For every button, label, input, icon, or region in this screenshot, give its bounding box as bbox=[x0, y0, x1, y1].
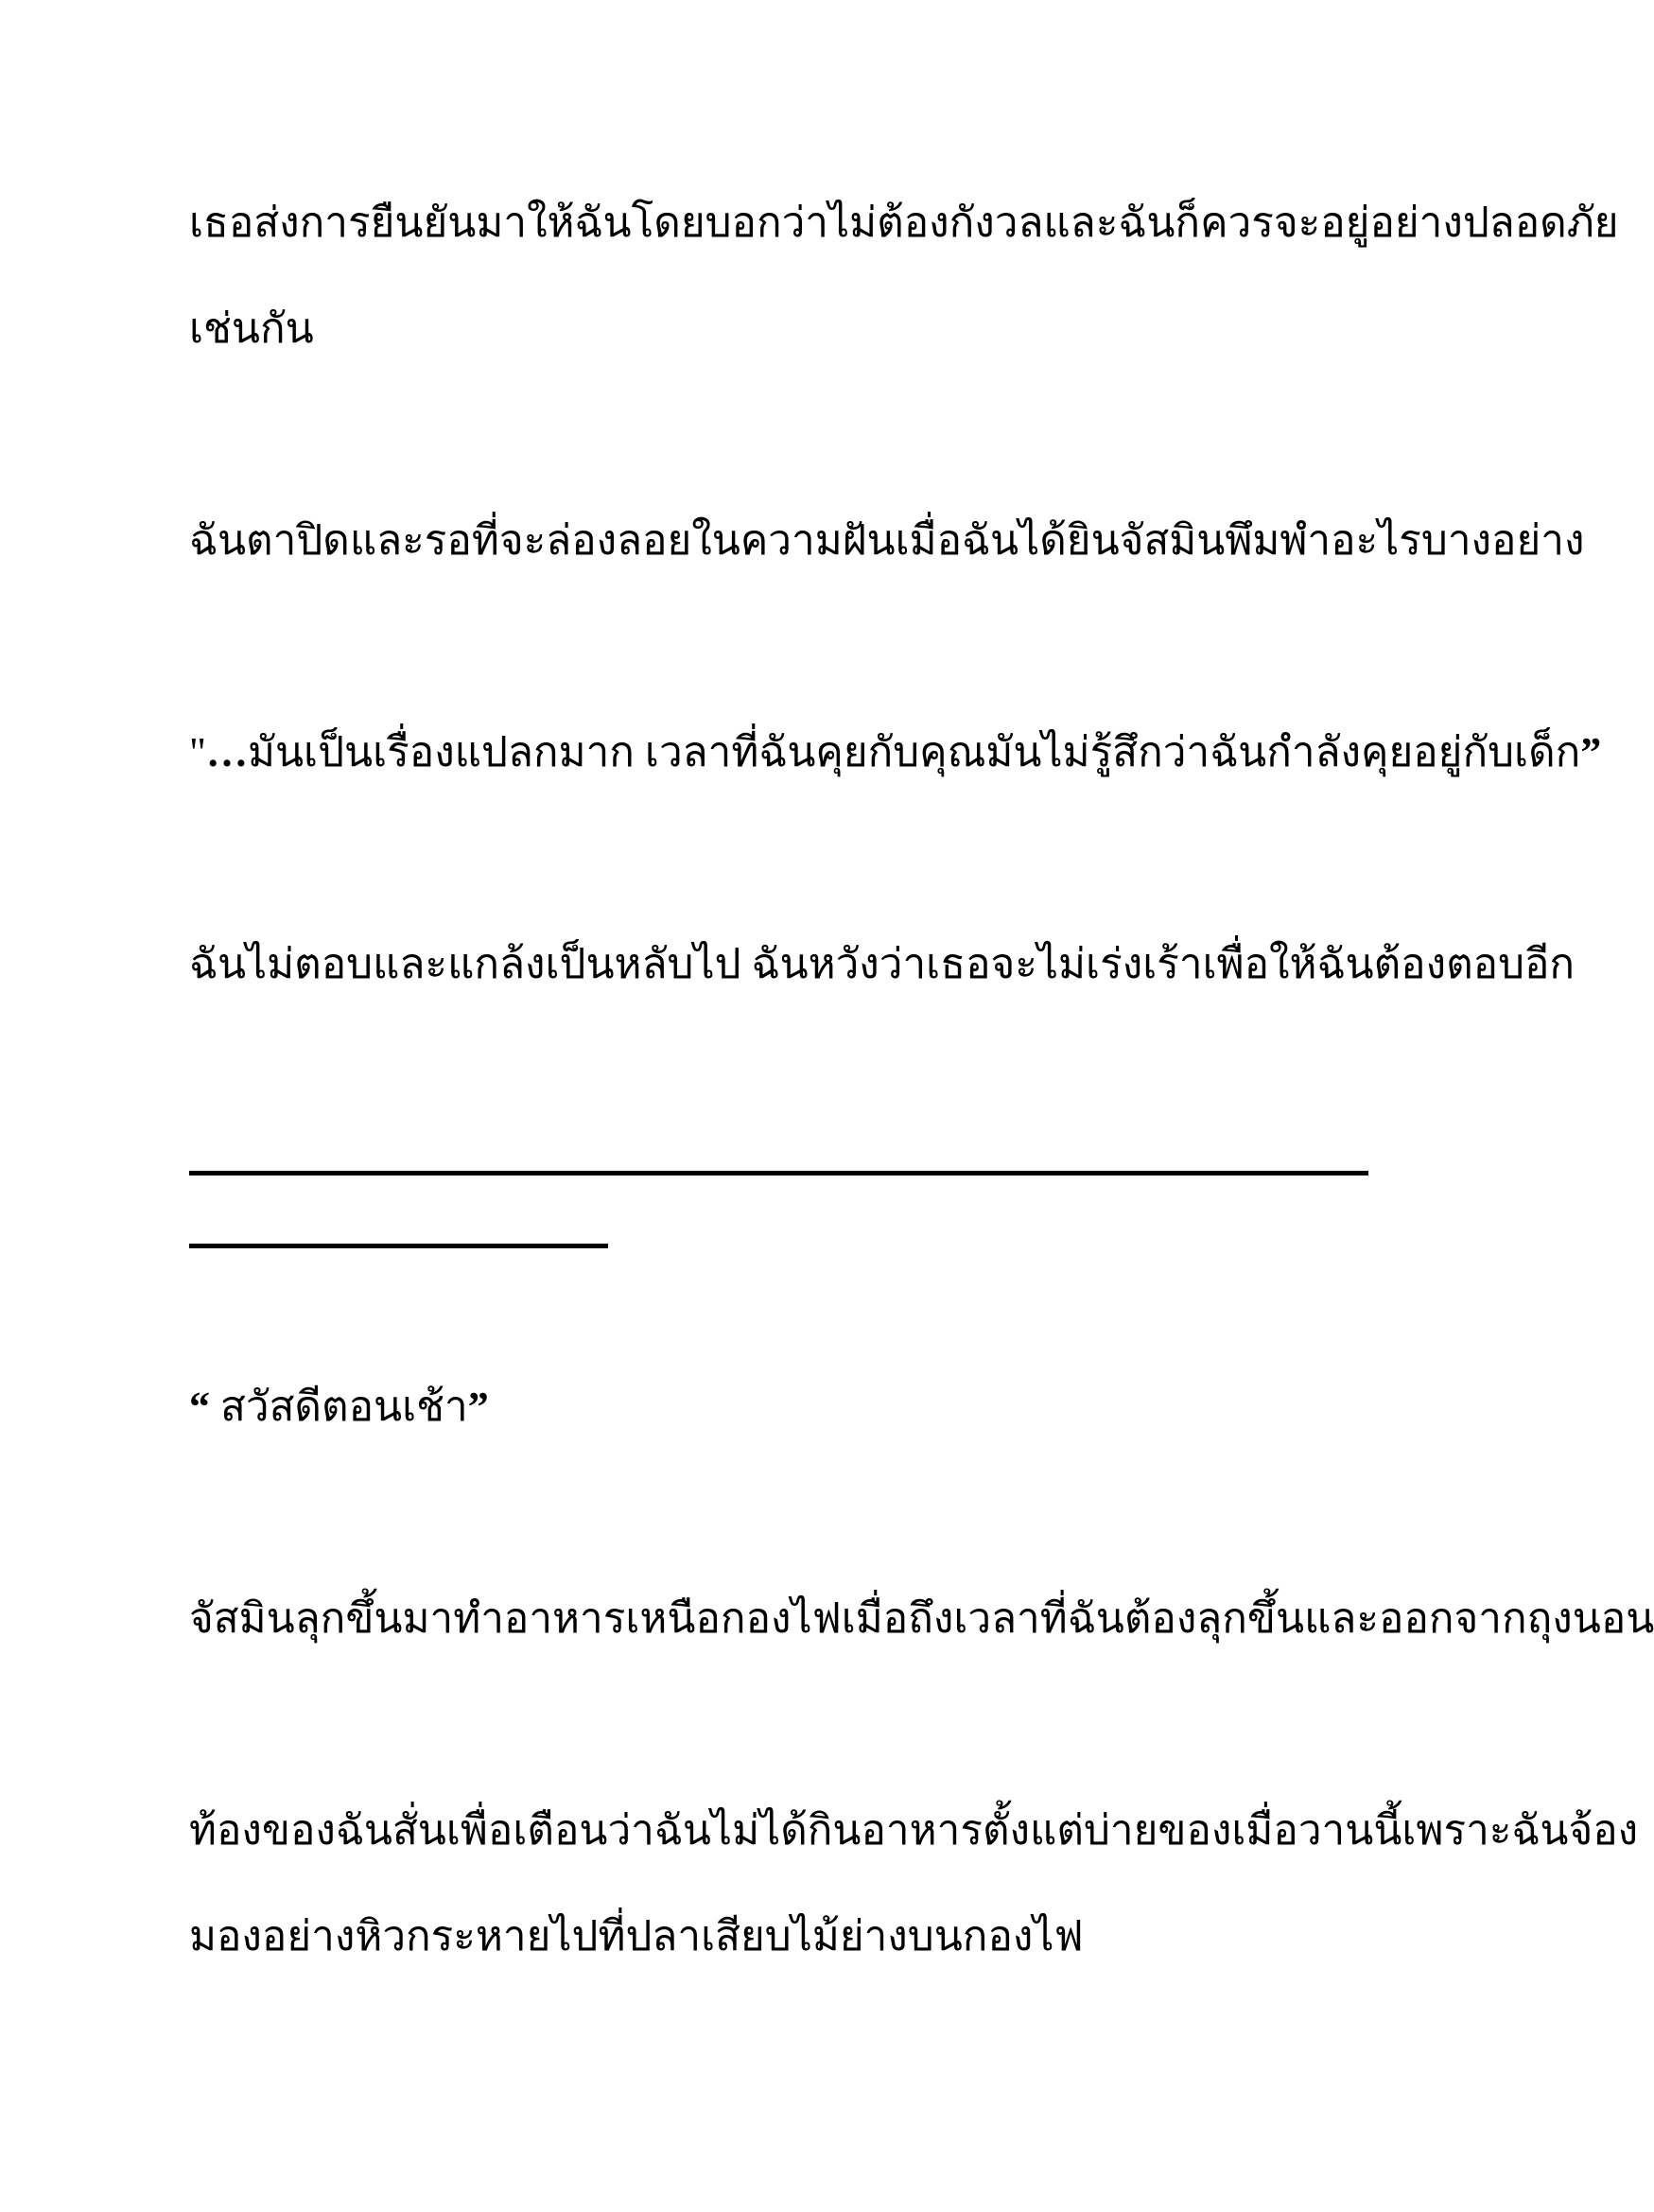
paragraph-5-dialogue bbox=[189, 1354, 1375, 1460]
dialogue-text: มันเป็นเรื่องแปลกมาก เวลาที่ฉันคุยกับคุณมันไม่รู้สึกว่าฉันกำลังคุยอยู่กับเด็ก bbox=[247, 729, 1581, 775]
paragraph-7-line-2: มองอย่างหิวกระหายไปที่ปลาเสียบไม้ย่างบนกองไฟ bbox=[189, 1913, 1084, 1959]
ellipsis: … bbox=[205, 729, 248, 775]
paragraph-4-line-1: ฉันไม่ตอบและแกล้งเป็นหลับไป ฉันหวังว่าเธอจะไม่เร่งเร้าเพื่อให้ฉันต้องตอบอีก bbox=[189, 941, 1576, 987]
paragraph-3-line-1 bbox=[189, 700, 1602, 806]
paragraph-7 bbox=[189, 1778, 1639, 1990]
section-divider bbox=[189, 1123, 1375, 1248]
open-smart-quote: “ bbox=[189, 1384, 220, 1430]
paragraph-1-line-1: เธอส่งการยืนยันมาให้ฉันโดยบอกว่าไม่ต้องกังวลและฉันก็ควรจะอยู่อย่างปลอดภัย bbox=[189, 200, 1619, 246]
paragraph-1-line-2: เช่นกัน bbox=[189, 305, 314, 352]
paragraph-6 bbox=[189, 1566, 1654, 1672]
paragraph-5-line-1 bbox=[189, 1354, 1375, 1460]
close-smart-quote: ” bbox=[467, 1384, 489, 1430]
divider-line-1 bbox=[189, 1171, 1368, 1176]
close-smart-quote: ” bbox=[1580, 729, 1602, 775]
paragraph-4 bbox=[189, 912, 1576, 1018]
greeting-text: สวัสดีตอนเช้า bbox=[220, 1384, 468, 1430]
divider-line-2 bbox=[189, 1244, 608, 1248]
paragraph-7-line-1: ท้องของฉันสั่นเพื่อเตือนว่าฉันไม่ได้กินอาหารตั้งแต่บ่ายของเมื่อวานนี้เพราะฉันจ้อง bbox=[189, 1807, 1639, 1854]
paragraph-6-line-1: จัสมินลุกขึ้นมาทำอาหารเหนือกองไฟเมื่อถึงเวลาที่ฉันต้องลุกขึ้นและออกจากถุงนอน bbox=[189, 1595, 1654, 1642]
open-straight-quote: " bbox=[189, 729, 206, 775]
paragraph-2-line-1: ฉันตาปิดและรอที่จะล่องลอยในความฝันเมื่อฉันได้ยินจัสมินพึมพำอะไรบางอย่าง bbox=[189, 517, 1585, 564]
paragraph-2 bbox=[189, 488, 1585, 594]
paragraph-1 bbox=[189, 170, 1619, 382]
paragraph-3-dialogue bbox=[189, 700, 1602, 806]
